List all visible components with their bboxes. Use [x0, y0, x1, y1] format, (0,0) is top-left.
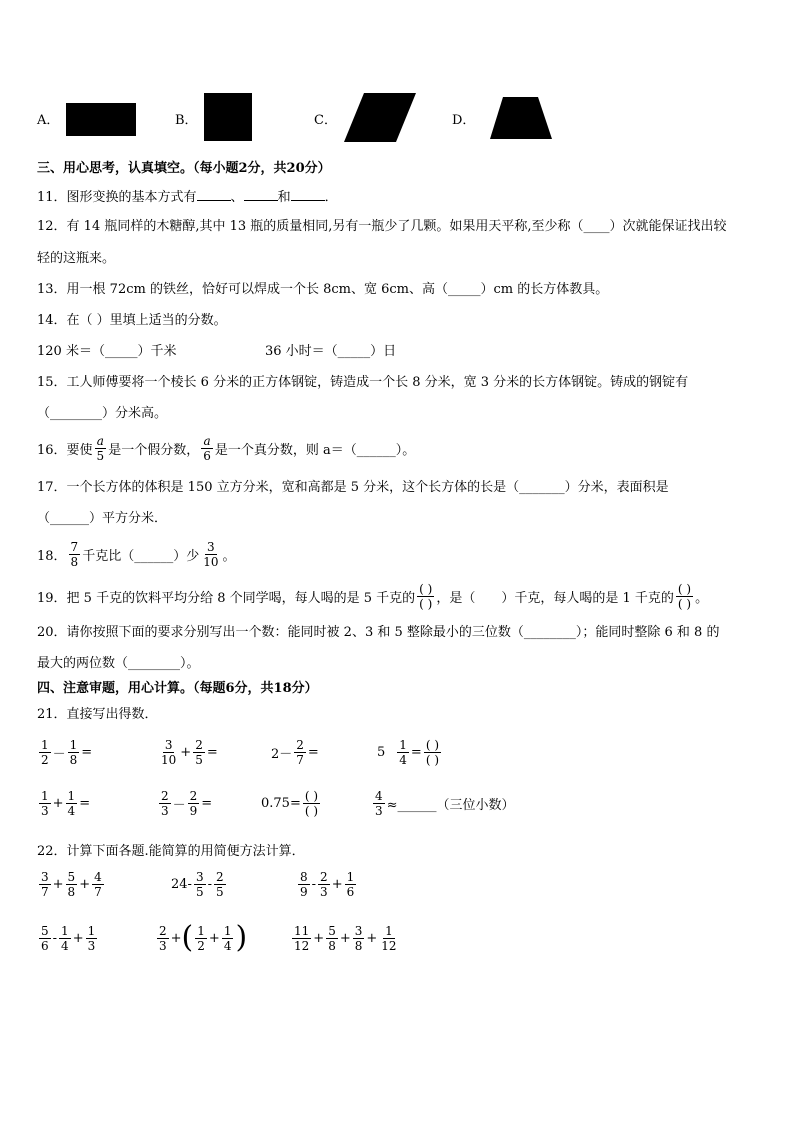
fraction: $\frac{a}{6}$ [203, 433, 211, 463]
question-16: 16．要使 $\frac{a}{5}$ 是一个假分数， $\frac{a}{6}$ 是一个真分数，则 a＝（______）。 [37, 433, 416, 463]
fraction: $\frac{7}{8}$ [70, 539, 79, 569]
q21-expression-1: $\frac{1}{2}$ － $\frac{1}{8}$ = [41, 737, 93, 767]
q21-expression-2: $\frac{3}{10}$ + $\frac{2}{5}$ = [161, 737, 218, 767]
option-c-parallelogram [344, 93, 418, 143]
fraction: $\frac{a}{5}$ [96, 433, 105, 463]
q22-expression-6: $\frac{11}{12}$ + $\frac{5}{8}$ + $\frac{3}{8}$ + $\frac{1}{12}$ [294, 923, 397, 953]
option-a-label: A． [37, 113, 60, 128]
question-15-line-1: 15．工人师傅要将一个棱长 6 分米的正方体钢锭，铸造成一个长 8 分米，宽 3 分米的长方体钢锭。铸成的钢锭有 [37, 375, 689, 390]
option-c-label: C． [314, 113, 337, 128]
q22-expression-3: $\frac{8}{9}$ - $\frac{2}{3}$ + $\frac{1}{6}$ [300, 869, 355, 899]
q21-expression-4: 5 $\frac{1}{4}$ = $\frac{( )}{( )}$ [377, 737, 440, 767]
q21-expression-6: $\frac{2}{3}$ － $\frac{2}{9}$ = [161, 788, 213, 818]
q22-expression-5: $\frac{2}{3}$ + ( $\frac{1}{2}$ + $\frac{1}{4}$ ) [159, 920, 248, 955]
blank-fraction: $\frac{( )}{( )}$ [677, 581, 692, 611]
q22-expression-2: 24- $\frac{3}{5}$ - $\frac{2}{5}$ [171, 869, 224, 899]
question-12-line-1: 12．有 14 瓶同样的木糖醇,其中 13 瓶的质量相同,另有一瓶少了几颗。如果用天平称,至少称（____）次就能保证找出较 [37, 219, 727, 234]
section-4-title: 四、注意审题，用心计算。（每题6分，共18分） [37, 681, 318, 696]
question-15-line-2: （________）分米高。 [37, 406, 168, 421]
question-14-part-2: 36 小时＝（_____）日 [265, 344, 397, 359]
question-12-line-2: 轻的这瓶来。 [37, 251, 116, 266]
section-3-title: 三、用心思考，认真填空。（每小题2分，共20分） [37, 161, 331, 176]
question-14-part-1: 120 米＝（_____）千米 [37, 344, 177, 359]
question-20-line-2: 最大的两位数（________）。 [37, 656, 200, 671]
question-13: 13．用一根 72cm 的铁丝，恰好可以焊成一个长 8cm、宽 6cm、高（_____）cm 的长方体教具。 [37, 282, 609, 297]
q21-expression-5: $\frac{1}{3}$ + $\frac{1}{4}$ = [41, 788, 91, 818]
option-d-trapezoid [488, 96, 554, 140]
option-a-rectangle [66, 103, 136, 136]
question-19: 19．把 5 千克的饮料平均分给 8 个同学喝，每人喝的是 5 千克的 $\frac{( )}{( )}$ ，是（ ）千克，每人喝的是 1 千克的 $\frac{( )}{( )}$ 。 [37, 581, 709, 611]
q22-expression-4: $\frac{5}{6}$ - $\frac{1}{4}$ + $\frac{1}{3}$ [41, 923, 96, 953]
fraction: $\frac{3}{10}$ [203, 539, 219, 569]
question-17-line-2: （______）平方分米． [37, 511, 168, 526]
option-b-label: B． [175, 113, 198, 128]
q21-expression-3: 2－ $\frac{2}{7}$ = [271, 737, 319, 767]
question-11: 11．图形变换的基本方式有 、 和 ． [37, 190, 338, 205]
option-d-label: D． [452, 113, 476, 128]
q22-expression-1: $\frac{3}{7}$ + $\frac{5}{8}$ + $\frac{4}{7}$ [41, 869, 102, 899]
question-21-title: 21．直接写出得数． [37, 707, 158, 722]
option-b-square [204, 93, 252, 141]
q21-expression-8: $\frac{4}{3}$ ≈______（三位小数） [375, 788, 515, 818]
question-20-line-1: 20．请你按照下面的要求分别写出一个数：能同时被 2、3 和 5 整除最小的三位数（________）；能同时整除 6 和 8 的 [37, 625, 720, 640]
question-22-title: 22．计算下面各题.能简算的用简便方法计算． [37, 844, 305, 859]
question-17-line-1: 17．一个长方体的体积是 150 立方分米，宽和高都是 5 分米，这个长方体的长是（_______）分米，表面积是 [37, 480, 669, 495]
question-14: 14．在（ ）里填上适当的分数。 [37, 313, 227, 328]
blank-fraction: $\frac{( )}{( )}$ [419, 581, 433, 611]
question-18: 18． $\frac{7}{8}$ 千克比（______）少 $\frac{3}{10}$ 。 [37, 539, 236, 569]
q21-expression-7: 0.75= $\frac{( )}{( )}$ [261, 788, 319, 818]
